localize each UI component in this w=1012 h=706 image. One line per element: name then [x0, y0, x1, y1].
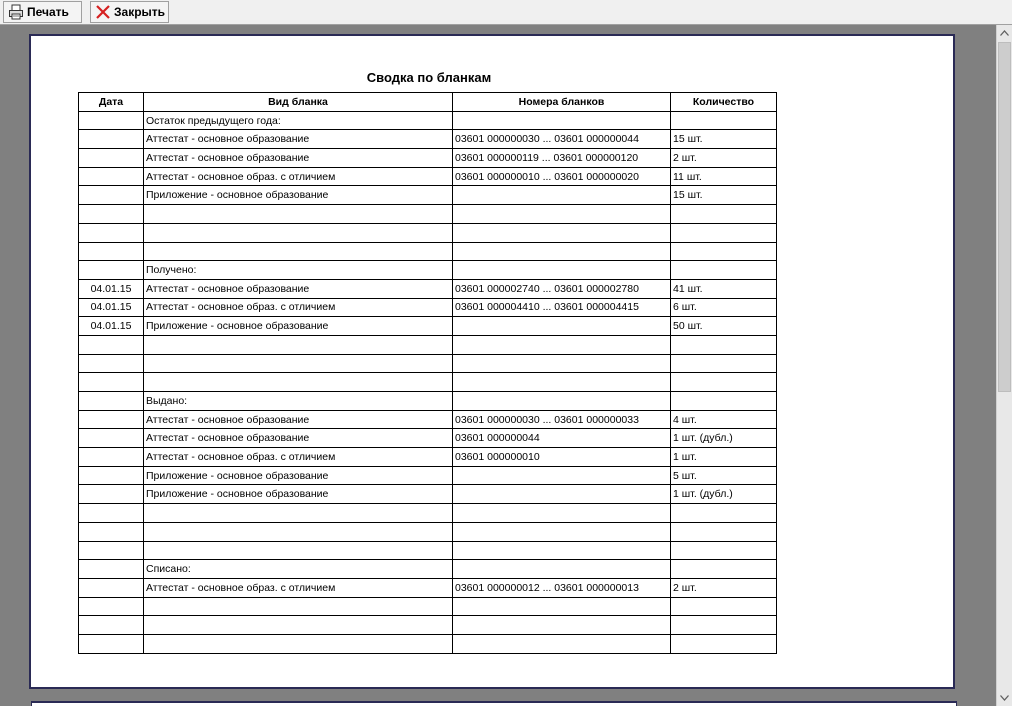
cell-form-numbers: [453, 261, 671, 280]
cell-quantity: 15 шт.: [671, 130, 777, 149]
cell-form-type: Остаток предыдущего года:: [144, 111, 453, 130]
table-row: [79, 111, 777, 130]
cell-date: [79, 634, 144, 653]
table-row: [79, 578, 777, 597]
cell-form-type: Списано:: [144, 560, 453, 579]
report-table: [78, 92, 777, 654]
cell-quantity: [671, 261, 777, 280]
print-preview-area: [0, 25, 996, 706]
cell-form-numbers: [453, 205, 671, 224]
cell-form-type: Аттестат - основное образ. с отличием: [144, 448, 453, 467]
cell-form-numbers: [453, 111, 671, 130]
close-label: Закрыть: [114, 5, 166, 19]
cell-quantity: 6 шт.: [671, 298, 777, 317]
cell-form-numbers: 03601 000000030 ... 03601 000000033: [453, 410, 671, 429]
cell-form-type: [144, 242, 453, 261]
cell-form-type: Аттестат - основное образование: [144, 279, 453, 298]
cell-form-type: Аттестат - основное образование: [144, 410, 453, 429]
cell-date: [79, 522, 144, 541]
cell-quantity: [671, 373, 777, 392]
report-table-body: [79, 111, 777, 653]
column-header-quantity: Количество: [671, 93, 777, 112]
cell-form-type: Приложение - основное образование: [144, 317, 453, 336]
cell-form-numbers: [453, 541, 671, 560]
cell-form-numbers: 03601 000004410 ... 03601 000004415: [453, 298, 671, 317]
cell-form-numbers: [453, 317, 671, 336]
cell-quantity: [671, 634, 777, 653]
cell-date: [79, 466, 144, 485]
table-row: [79, 410, 777, 429]
close-x-icon: [95, 4, 111, 20]
cell-date: [79, 597, 144, 616]
cell-form-type: [144, 541, 453, 560]
cell-form-numbers: [453, 466, 671, 485]
cell-quantity: [671, 242, 777, 261]
arrow-up-icon[interactable]: [997, 25, 1012, 41]
column-header-form-type: Вид бланка: [144, 93, 453, 112]
cell-date: [79, 541, 144, 560]
table-row: [79, 616, 777, 635]
table-row: [79, 373, 777, 392]
cell-form-type: Аттестат - основное образование: [144, 429, 453, 448]
table-row: [79, 597, 777, 616]
cell-quantity: 4 шт.: [671, 410, 777, 429]
cell-date: [79, 504, 144, 523]
cell-quantity: [671, 616, 777, 635]
cell-form-type: Аттестат - основное образ. с отличием: [144, 298, 453, 317]
cell-date: [79, 429, 144, 448]
cell-date: [79, 335, 144, 354]
cell-quantity: 2 шт.: [671, 149, 777, 168]
table-row: [79, 223, 777, 242]
cell-form-numbers: [453, 616, 671, 635]
cell-quantity: 5 шт.: [671, 466, 777, 485]
cell-date: [79, 373, 144, 392]
cell-quantity: [671, 541, 777, 560]
table-row: [79, 354, 777, 373]
column-header-date: Дата: [79, 93, 144, 112]
printer-icon: [8, 4, 24, 20]
table-row: [79, 298, 777, 317]
cell-quantity: [671, 354, 777, 373]
next-page-edge: [31, 701, 957, 706]
table-row: [79, 541, 777, 560]
table-row: [79, 504, 777, 523]
print-label: Печать: [27, 5, 69, 19]
cell-form-numbers: [453, 223, 671, 242]
cell-quantity: [671, 111, 777, 130]
cell-quantity: [671, 392, 777, 411]
column-header-form-numbers: Номера бланков: [453, 93, 671, 112]
table-row: [79, 634, 777, 653]
cell-date: [79, 111, 144, 130]
cell-date: [79, 485, 144, 504]
cell-form-numbers: [453, 242, 671, 261]
cell-form-type: [144, 354, 453, 373]
cell-quantity: [671, 504, 777, 523]
table-row: [79, 186, 777, 205]
cell-date: [79, 392, 144, 411]
cell-form-numbers: [453, 504, 671, 523]
table-row: [79, 242, 777, 261]
table-row: [79, 560, 777, 579]
table-row: [79, 485, 777, 504]
table-row: [79, 149, 777, 168]
cell-form-type: [144, 335, 453, 354]
arrow-down-icon[interactable]: [997, 690, 1012, 706]
cell-form-numbers: [453, 354, 671, 373]
print-button[interactable]: [3, 1, 82, 23]
cell-date: [79, 167, 144, 186]
cell-form-type: [144, 205, 453, 224]
cell-form-type: Получено:: [144, 261, 453, 280]
cell-quantity: [671, 205, 777, 224]
cell-form-type: Приложение - основное образование: [144, 466, 453, 485]
cell-form-type: [144, 223, 453, 242]
toolbar: [0, 0, 1012, 25]
cell-form-numbers: 03601 000000030 ... 03601 000000044: [453, 130, 671, 149]
cell-date: [79, 186, 144, 205]
cell-date: [79, 410, 144, 429]
cell-form-type: [144, 616, 453, 635]
table-row: [79, 317, 777, 336]
cell-form-type: [144, 634, 453, 653]
cell-form-type: Приложение - основное образование: [144, 485, 453, 504]
cell-date: [79, 130, 144, 149]
cell-date: [79, 560, 144, 579]
cell-form-type: Аттестат - основное образование: [144, 130, 453, 149]
cell-form-numbers: [453, 186, 671, 205]
cell-form-numbers: [453, 373, 671, 392]
cell-form-type: [144, 504, 453, 523]
cell-form-type: [144, 597, 453, 616]
cell-quantity: 41 шт.: [671, 279, 777, 298]
cell-form-numbers: 03601 000002740 ... 03601 000002780: [453, 279, 671, 298]
cell-form-numbers: [453, 522, 671, 541]
cell-date: 04.01.15: [79, 317, 144, 336]
table-row: [79, 167, 777, 186]
table-row: [79, 429, 777, 448]
scrollbar-thumb[interactable]: [998, 42, 1011, 392]
cell-form-type: Выдано:: [144, 392, 453, 411]
cell-quantity: [671, 560, 777, 579]
cell-date: [79, 242, 144, 261]
cell-form-numbers: [453, 597, 671, 616]
table-header-row: [79, 93, 777, 112]
report-title: Сводка по бланкам: [366, 70, 492, 85]
cell-quantity: 1 шт.: [671, 448, 777, 467]
cell-form-type: Аттестат - основное образование: [144, 149, 453, 168]
cell-form-numbers: 03601 000000012 ... 03601 000000013: [453, 578, 671, 597]
table-row: [79, 279, 777, 298]
cell-date: 04.01.15: [79, 279, 144, 298]
cell-form-numbers: [453, 485, 671, 504]
cell-date: [79, 149, 144, 168]
table-row: [79, 466, 777, 485]
cell-date: [79, 223, 144, 242]
cell-quantity: 50 шт.: [671, 317, 777, 336]
cell-form-type: [144, 373, 453, 392]
cell-date: [79, 205, 144, 224]
close-button[interactable]: [90, 1, 169, 23]
table-row: [79, 205, 777, 224]
cell-quantity: [671, 597, 777, 616]
cell-quantity: 15 шт.: [671, 186, 777, 205]
cell-form-type: [144, 522, 453, 541]
report-page: [29, 34, 955, 689]
cell-quantity: 11 шт.: [671, 167, 777, 186]
cell-form-numbers: [453, 392, 671, 411]
table-row: [79, 522, 777, 541]
cell-form-numbers: [453, 335, 671, 354]
table-row: [79, 261, 777, 280]
cell-form-type: Аттестат - основное образ. с отличием: [144, 167, 453, 186]
cell-quantity: 2 шт.: [671, 578, 777, 597]
cell-date: [79, 616, 144, 635]
cell-form-numbers: 03601 000000010: [453, 448, 671, 467]
cell-form-numbers: [453, 634, 671, 653]
table-row: [79, 130, 777, 149]
cell-date: [79, 354, 144, 373]
vertical-scrollbar[interactable]: [996, 25, 1012, 706]
cell-quantity: 1 шт. (дубл.): [671, 485, 777, 504]
cell-form-numbers: [453, 560, 671, 579]
cell-quantity: 1 шт. (дубл.): [671, 429, 777, 448]
table-row: [79, 392, 777, 411]
table-row: [79, 335, 777, 354]
cell-quantity: [671, 335, 777, 354]
cell-form-numbers: 03601 000000010 ... 03601 000000020: [453, 167, 671, 186]
cell-date: [79, 261, 144, 280]
cell-date: [79, 578, 144, 597]
table-row: [79, 448, 777, 467]
cell-date: 04.01.15: [79, 298, 144, 317]
cell-quantity: [671, 223, 777, 242]
cell-form-numbers: 03601 000000044: [453, 429, 671, 448]
cell-date: [79, 448, 144, 467]
cell-quantity: [671, 522, 777, 541]
cell-form-type: Приложение - основное образование: [144, 186, 453, 205]
cell-form-numbers: 03601 000000119 ... 03601 000000120: [453, 149, 671, 168]
cell-form-type: Аттестат - основное образ. с отличием: [144, 578, 453, 597]
